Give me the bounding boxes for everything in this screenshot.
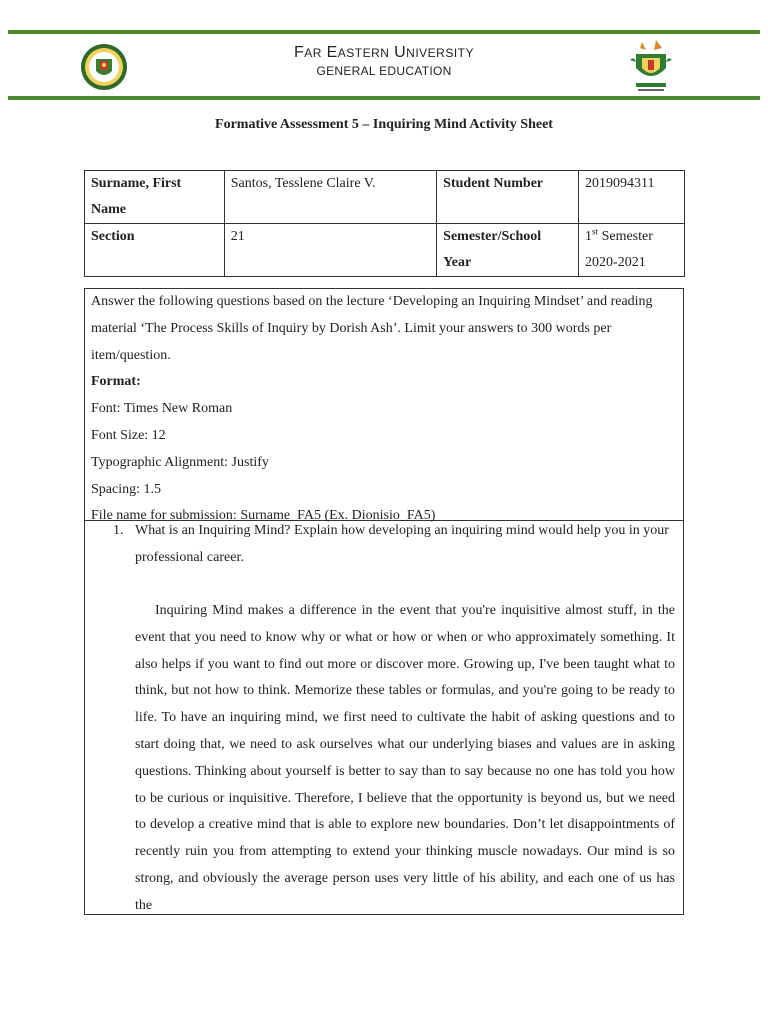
department-name: GENERAL EDUCATION [316, 64, 452, 78]
section-label: Section [85, 224, 225, 277]
format-label: Format: [91, 374, 141, 390]
instructions-intro: Answer the following questions based on the lecture ‘Developing an Inquiring Mindset’ and reading material ‘The Process Skills of Inquiry by Dorish Ash’. Limit your answers to 300 words per item/question. [91, 294, 653, 363]
format-spacing: Spacing: 1.5 [91, 481, 161, 497]
header-top-rule [8, 30, 760, 34]
surname-label: Surname, First Name [85, 171, 225, 224]
answer-text: Inquiring Mind makes a difference in the event that you're inquisitive almost stuff, in the event that you need to know why or what or how or when or who approximately something. It also helps if you want to find out more or discover more. Growing up, I've been taught what to think, but not how to think. Memorize these tables or formulas, and you're going to be ready to life. To have an inquiring mind, we first need to cultivate the habit of asking questions and to start doing that, we need to ask ourselves what our underlying biases and values are in asking questions. Thinking about yourself is better to say than to say because no one has told you how to be curious or inquisitive. Therefore, I believe that the opportunity is beyond us, but we need to develop a creative mind that is able to explore new boundaries. Don’t let disappointments of recently ruin you from attempting to extend your thinking muscle nowadays. Our mind is so strong, and obviously the average person uses very little of his ability, and each one of us has the [135, 603, 675, 913]
question-1-box [84, 521, 684, 915]
semester-word: Semester [598, 229, 653, 244]
feu-seal-icon [80, 43, 128, 91]
instructions-box [84, 288, 684, 524]
semester-suffix: st [592, 226, 599, 237]
school-year: 2020-2021 [585, 255, 646, 270]
semester-label: Semester/School Year [437, 224, 579, 277]
gened-crest-icon [626, 38, 676, 94]
student-number-value: 2019094311 [579, 171, 685, 224]
header-bottom-rule [8, 96, 760, 100]
format-alignment: Typographic Alignment: Justify [91, 454, 269, 470]
semester-ordinal: 1 [585, 229, 593, 244]
format-font-size: Font Size: 12 [91, 427, 166, 443]
table-row [85, 224, 685, 277]
section-value: 21 [224, 224, 436, 277]
university-header [230, 44, 538, 78]
surname-value: Santos, Tesslene Claire V. [224, 171, 436, 224]
student-info-table [84, 170, 685, 277]
format-file-name: File name for submission: Surname_FA5 (Ex. Dionisio_FA5) [91, 508, 436, 524]
university-name: FAR EASTERN UNIVERSITY [293, 44, 475, 61]
question-number: 1. [113, 523, 124, 538]
question-text: What is an Inquiring Mind? Explain how developing an inquiring mind would help you in your professional career. [135, 523, 669, 565]
document-title: Formative Assessment 5 – Inquiring Mind Activity Sheet [215, 117, 553, 132]
student-number-label: Student Number [437, 171, 579, 224]
table-row [85, 171, 685, 224]
format-font: Font: Times New Roman [91, 401, 233, 417]
semester-value [579, 224, 685, 277]
